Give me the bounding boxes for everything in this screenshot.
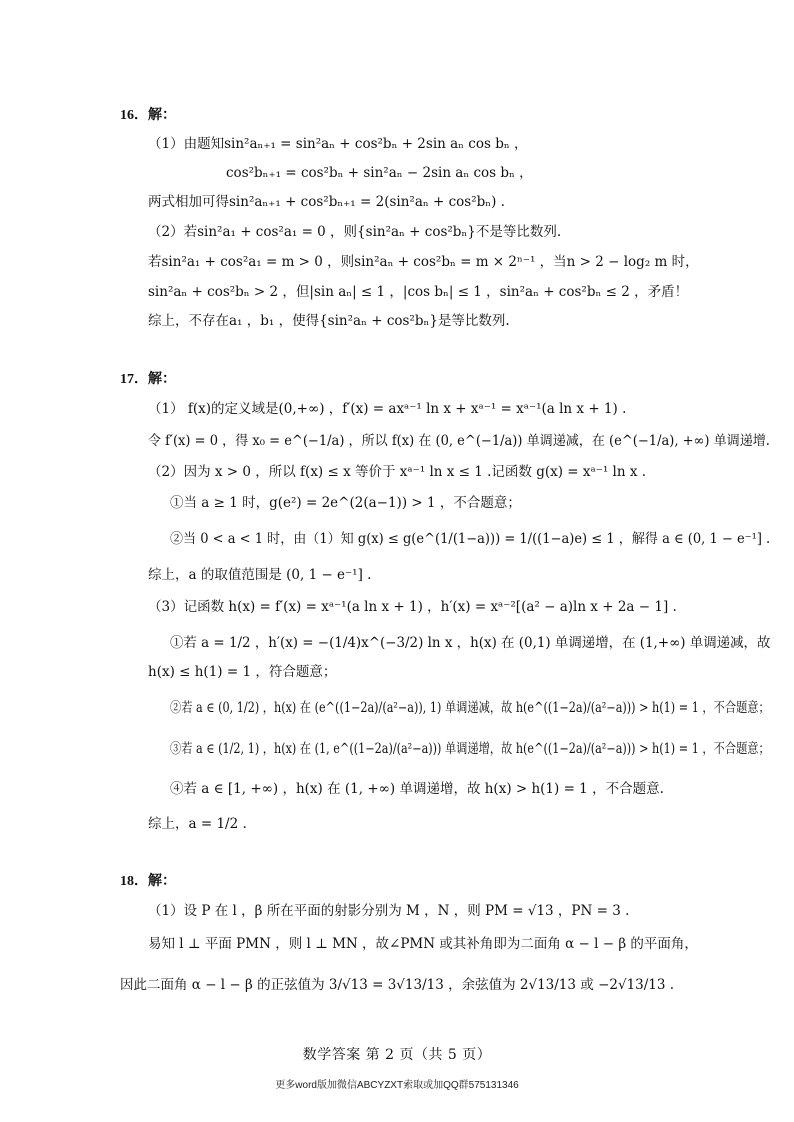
- problem-17-line-8: ①若 a = 1/2 ，h′(x) = −(1/4)x^(−3/2) ln x ，h(x) 在 (0,1) 单调递增，在 (1,+∞) 单调递减，故: [170, 635, 771, 651]
- problem-18-line-2: 易知 l ⊥ 平面 PMN ，则 l ⊥ MN ，故∠PMN 或其补角即为二面角 α − l − β 的平面角，: [148, 936, 698, 952]
- problem-18-heading: 18．解：: [120, 874, 176, 889]
- page-number-label: 数学答案 第 2 页（共 5 页）: [302, 1047, 492, 1063]
- problem-16-line-5: 若sin²a₁ + cos²a₁ = m > 0 ，则sin²aₙ + cos²bₙ = m × 2ⁿ⁻¹ ，当n > 2 − log₂ m 时，: [148, 254, 699, 270]
- problem-17-line-11: ③若 a ∈ (1/2, 1) ，h(x) 在 (1, e^((1−2a)/(a²−a))) 单调递增，故 h(e^((1−2a)/(a²−a))) > h(1) = 1 ，不合题意；: [170, 741, 770, 757]
- footer-ad-text: 更多word版加微信ABCYZXT索取或加QQ群575131346: [275, 1080, 519, 1091]
- problem-18-line-3: 因此二面角 α − l − β 的正弦值为 3/√13 = 3√13/13 ，余弦值为 2√13/13 或 −2√13/13 .: [120, 977, 675, 993]
- problem-16-line-3: 两式相加可得sin²aₙ₊₁ + cos²bₙ₊₁ = 2(sin²aₙ + cos²bₙ) .: [148, 194, 505, 210]
- problem-17-line-10: ②若 a ∈ (0, 1/2) ，h(x) 在 (e^((1−2a)/(a²−a)), 1) 单调递减，故 h(e^((1−2a)/(a²−a))) > h(1) = 1 ，不合题意；: [170, 700, 770, 716]
- problem-16-line-4: （2）若sin²a₁ + cos²a₁ = 0 ，则{sin²aₙ + cos²bₙ}不是等比数列.: [148, 224, 562, 240]
- problem-17-line-4: ①当 a ≥ 1 时，g(e²) = 2e^(2(a−1)) > 1 ，不合题意；: [170, 495, 521, 511]
- problem-17-line-9: h(x) ≤ h(1) = 1 ，符合题意；: [148, 664, 337, 680]
- problem-17-heading: 17．解：: [120, 372, 176, 387]
- problem-16-heading: 16．解：: [120, 108, 176, 123]
- problem-18-line-1: （1）设 P 在 l ，β 所在平面的射影分别为 M ，N ，则 PM = √13 ，PN = 3 .: [148, 903, 630, 919]
- problem-17-line-1: （1） f(x)的定义域是(0,+∞) ，f′(x) = axᵃ⁻¹ ln x + xᵃ⁻¹ = xᵃ⁻¹(a ln x + 1) .: [148, 401, 627, 417]
- problem-17-line-3: （2）因为 x > 0 ，所以 f(x) ≤ x 等价于 xᵃ⁻¹ ln x ≤ 1 .记函数 g(x) = xᵃ⁻¹ ln x .: [148, 464, 647, 480]
- problem-17-line-7: （3）记函数 h(x) = f′(x) = xᵃ⁻¹(a ln x + 1) ，h′(x) = xᵃ⁻²[(a² − a)ln x + 2a − 1] .: [148, 599, 677, 615]
- problem-17-line-13: 综上，a = 1/2 .: [148, 816, 247, 832]
- problem-16-line-6: sin²aₙ + cos²bₙ > 2 ，但|sin aₙ| ≤ 1 ，|cos bₙ| ≤ 1 ，sin²aₙ + cos²bₙ ≤ 2 ，矛盾！: [148, 284, 689, 300]
- problem-17-line-6: 综上，a 的取值范围是 (0, 1 − e⁻¹] .: [148, 567, 372, 583]
- problem-16-line-1: （1）由题知sin²aₙ₊₁ = sin²aₙ + cos²bₙ + 2sin aₙ cos bₙ ，: [148, 136, 528, 152]
- problem-17-line-12: ④若 a ∈ [1, +∞) ，h(x) 在 (1, +∞) 单调递增，故 h(x) > h(1) = 1 ，不合题意.: [170, 781, 664, 797]
- problem-17-line-5: ②当 0 < a < 1 时，由（1）知 g(x) ≤ g(e^(1/(1−a))) = 1/((1−a)e) ≤ 1 ，解得 a ∈ (0, 1 − e⁻¹] .: [170, 531, 771, 547]
- problem-17-line-2: 令 f′(x) = 0 ，得 x₀ = e^(−1/a) ，所以 f(x) 在 (0, e^(−1/a)) 单调递减，在 (e^(−1/a), +∞) 单调递增.: [148, 433, 770, 449]
- problem-16-line-7: 综上，不存在a₁ ，b₁ ，使得{sin²aₙ + cos²bₙ}是等比数列.: [148, 313, 510, 329]
- problem-16-line-2: cos²bₙ₊₁ = cos²bₙ + sin²aₙ − 2sin aₙ cos bₙ ，: [226, 165, 533, 181]
